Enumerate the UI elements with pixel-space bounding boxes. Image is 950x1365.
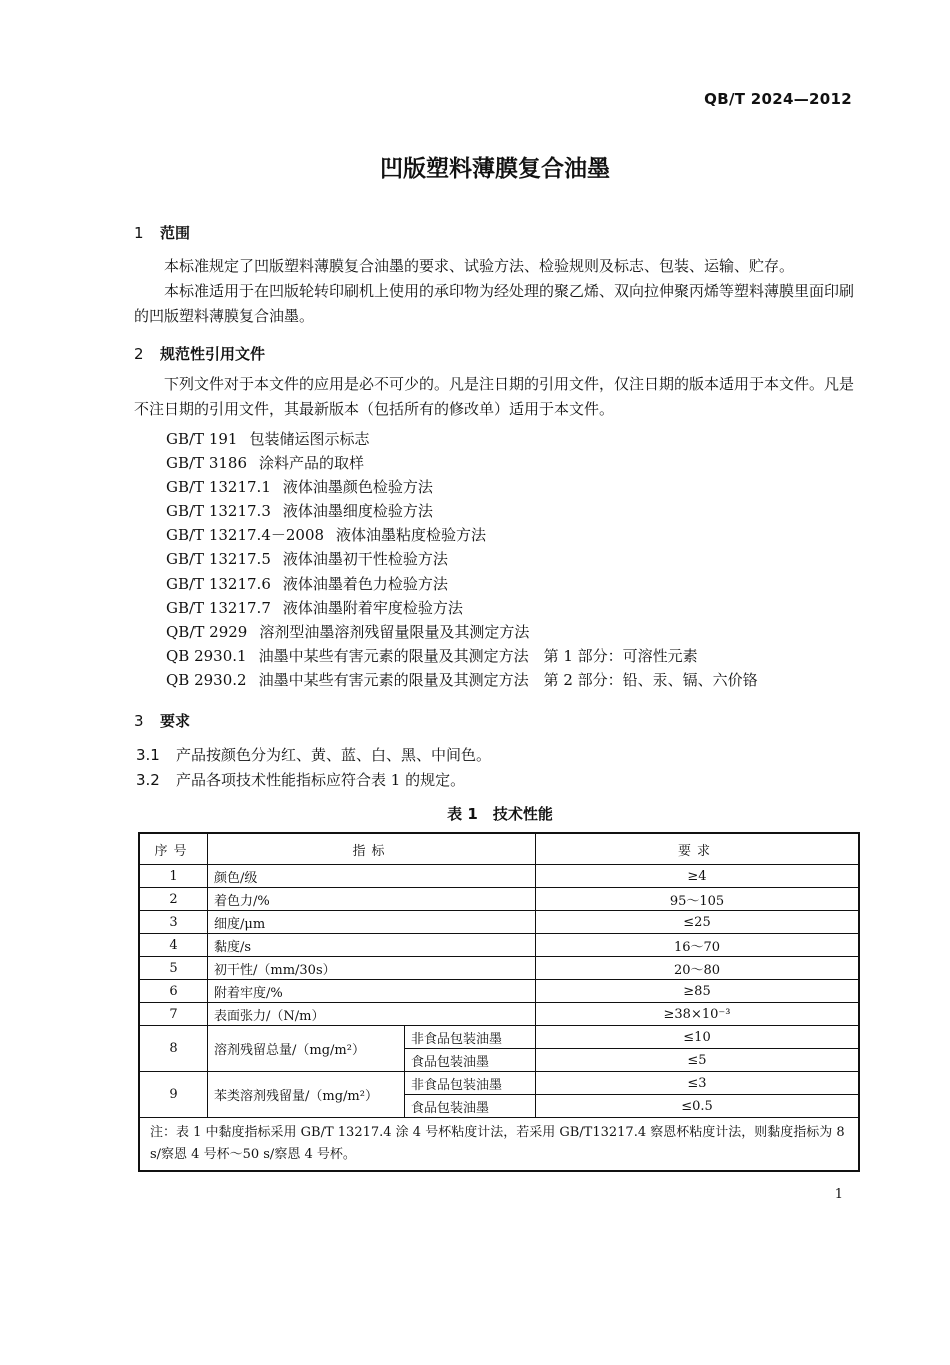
cell-requirement: ≤25 xyxy=(536,911,860,934)
normative-intro: 下列文件对于本文件的应用是必不可少的。凡是注日期的引用文件，仅注日期的版本适用于本文件。凡是不注日期的引用文件，其最新版本（包括所有的修改单）适用于本文件。 xyxy=(134,375,855,418)
technical-performance-table xyxy=(138,832,860,1172)
cell-requirement: 16～70 xyxy=(536,934,860,957)
cell-requirement: ≤0.5 xyxy=(536,1095,860,1118)
table-row xyxy=(139,934,859,957)
table-row xyxy=(139,1072,859,1095)
ref-item xyxy=(166,645,698,666)
section-heading-scope xyxy=(134,222,190,243)
clause-text: 产品各项技术性能指标应符合表 1 的规定。 xyxy=(176,771,466,789)
table-row xyxy=(139,888,859,911)
ref-item xyxy=(166,669,758,690)
cell-subcategory: 非食品包装油墨 xyxy=(405,1072,536,1095)
cell-indicator: 黏度/s xyxy=(208,934,536,957)
ref-code: QB 2930.1 xyxy=(166,647,247,665)
section-heading-requirements xyxy=(134,710,190,731)
table-row xyxy=(139,1026,859,1049)
ref-code: GB/T 3186 xyxy=(166,454,248,472)
ref-code: GB/T 13217.6 xyxy=(166,575,271,593)
table-note-row xyxy=(139,1118,859,1172)
header-no: 序号 xyxy=(139,833,208,865)
cell-subcategory: 食品包装油墨 xyxy=(405,1095,536,1118)
cell-requirement: ≤10 xyxy=(536,1026,860,1049)
cell-requirement: 20～80 xyxy=(536,957,860,980)
ref-title: 液体油墨初干性检验方法 xyxy=(282,550,448,568)
cell-no: 4 xyxy=(139,934,208,957)
ref-title: 油墨中某些有害元素的限量及其测定方法 第 2 部分：铅、汞、镉、六价铬 xyxy=(258,671,758,689)
table-row xyxy=(139,911,859,934)
cell-no: 5 xyxy=(139,957,208,980)
table-note: 注：表 1 中黏度指标采用 GB/T 13217.4 涂 4 号杯粘度计法，若采用 GB/T13217.4 察恩杯粘度计法，则黏度指标为 8 s/察恩 4 号杯～50 s/察恩 4 号杯。 xyxy=(139,1118,859,1172)
clause-number: 3.1 xyxy=(136,746,160,764)
cell-indicator: 表面张力/（N/m） xyxy=(208,1003,536,1026)
clause-text: 产品按颜色分为红、黄、蓝、白、黑、中间色。 xyxy=(176,746,492,764)
section-number: 1 xyxy=(134,224,144,242)
section-heading-normative xyxy=(134,343,265,364)
cell-indicator: 初干性/（mm/30s） xyxy=(208,957,536,980)
ref-item xyxy=(166,548,448,569)
ref-title: 涂料产品的取样 xyxy=(259,454,365,472)
cell-indicator: 苯类溶剂残留量/（mg/m²） xyxy=(208,1072,405,1118)
cell-requirement: ≤5 xyxy=(536,1049,860,1072)
cell-no: 8 xyxy=(139,1026,208,1072)
cell-no: 9 xyxy=(139,1072,208,1118)
ref-title: 液体油墨着色力检验方法 xyxy=(282,575,448,593)
ref-item xyxy=(166,524,486,545)
cell-subcategory: 非食品包装油墨 xyxy=(405,1026,536,1049)
cell-indicator: 细度/μm xyxy=(208,911,536,934)
cell-no: 7 xyxy=(139,1003,208,1026)
header-indicator: 指标 xyxy=(208,833,536,865)
cell-indicator: 着色力/% xyxy=(208,888,536,911)
cell-requirement: ≥38×10⁻³ xyxy=(536,1003,860,1026)
section-title: 范围 xyxy=(160,224,191,242)
header-requirement: 要求 xyxy=(536,833,860,865)
ref-title: 液体油墨细度检验方法 xyxy=(282,502,433,520)
table-header-row xyxy=(139,833,859,865)
ref-title: 溶剂型油墨溶剂残留量限量及其测定方法 xyxy=(259,623,530,641)
cell-requirement: ≤3 xyxy=(536,1072,860,1095)
clause-number: 3.2 xyxy=(136,771,160,789)
section-title: 规范性引用文件 xyxy=(160,345,266,363)
ref-title: 液体油墨附着牢度检验方法 xyxy=(282,599,463,617)
ref-item xyxy=(166,476,433,497)
standard-code: QB/T 2024—2012 xyxy=(704,90,852,108)
ref-code: GB/T 13217.7 xyxy=(166,599,271,617)
ref-item xyxy=(166,428,369,449)
cell-no: 1 xyxy=(139,865,208,888)
section-number: 2 xyxy=(134,345,144,363)
ref-item xyxy=(166,597,463,618)
table-row xyxy=(139,1003,859,1026)
clause-item xyxy=(136,744,491,765)
cell-no: 2 xyxy=(139,888,208,911)
ref-title: 液体油墨颜色检验方法 xyxy=(282,478,433,496)
cell-requirement: ≥85 xyxy=(536,980,860,1003)
document-title: 凹版塑料薄膜复合油墨 xyxy=(380,156,610,182)
clause-item xyxy=(136,769,465,790)
cell-requirement: ≥4 xyxy=(536,865,860,888)
ref-code: GB/T 13217.5 xyxy=(166,550,271,568)
ref-code: GB/T 191 xyxy=(166,430,238,448)
cell-no: 3 xyxy=(139,911,208,934)
scope-paragraph-2: 本标准适用于在凹版轮转印刷机上使用的承印物为经处理的聚乙烯、双向拉伸聚丙烯等塑料薄膜里面印刷的凹版塑料薄膜复合油墨。 xyxy=(134,282,855,325)
cell-indicator: 溶剂残留总量/（mg/m²） xyxy=(208,1026,405,1072)
ref-title: 油墨中某些有害元素的限量及其测定方法 第 1 部分：可溶性元素 xyxy=(258,647,698,665)
ref-code: GB/T 13217.1 xyxy=(166,478,271,496)
cell-requirement: 95～105 xyxy=(536,888,860,911)
ref-code: QB 2930.2 xyxy=(166,671,247,689)
table-row xyxy=(139,865,859,888)
table-row xyxy=(139,980,859,1003)
cell-indicator: 颜色/级 xyxy=(208,865,536,888)
ref-title: 包装储运图示标志 xyxy=(249,430,370,448)
table-caption: 表 1 技术性能 xyxy=(447,805,553,823)
ref-item xyxy=(166,500,433,521)
page-number: 1 xyxy=(834,1187,843,1202)
section-number: 3 xyxy=(134,712,144,730)
cell-no: 6 xyxy=(139,980,208,1003)
ref-title: 液体油墨粘度检验方法 xyxy=(336,526,487,544)
cell-indicator: 附着牢度/% xyxy=(208,980,536,1003)
cell-subcategory: 食品包装油墨 xyxy=(405,1049,536,1072)
ref-code: GB/T 13217.3 xyxy=(166,502,271,520)
ref-code: QB/T 2929 xyxy=(166,623,248,641)
ref-item xyxy=(166,452,364,473)
section-title: 要求 xyxy=(160,712,191,730)
scope-paragraph-1: 本标准规定了凹版塑料薄膜复合油墨的要求、试验方法、检验规则及标志、包装、运输、贮存。 xyxy=(164,257,795,275)
ref-item xyxy=(166,621,529,642)
table-row xyxy=(139,957,859,980)
ref-item xyxy=(166,573,448,594)
ref-code: GB/T 13217.4－2008 xyxy=(166,526,325,544)
